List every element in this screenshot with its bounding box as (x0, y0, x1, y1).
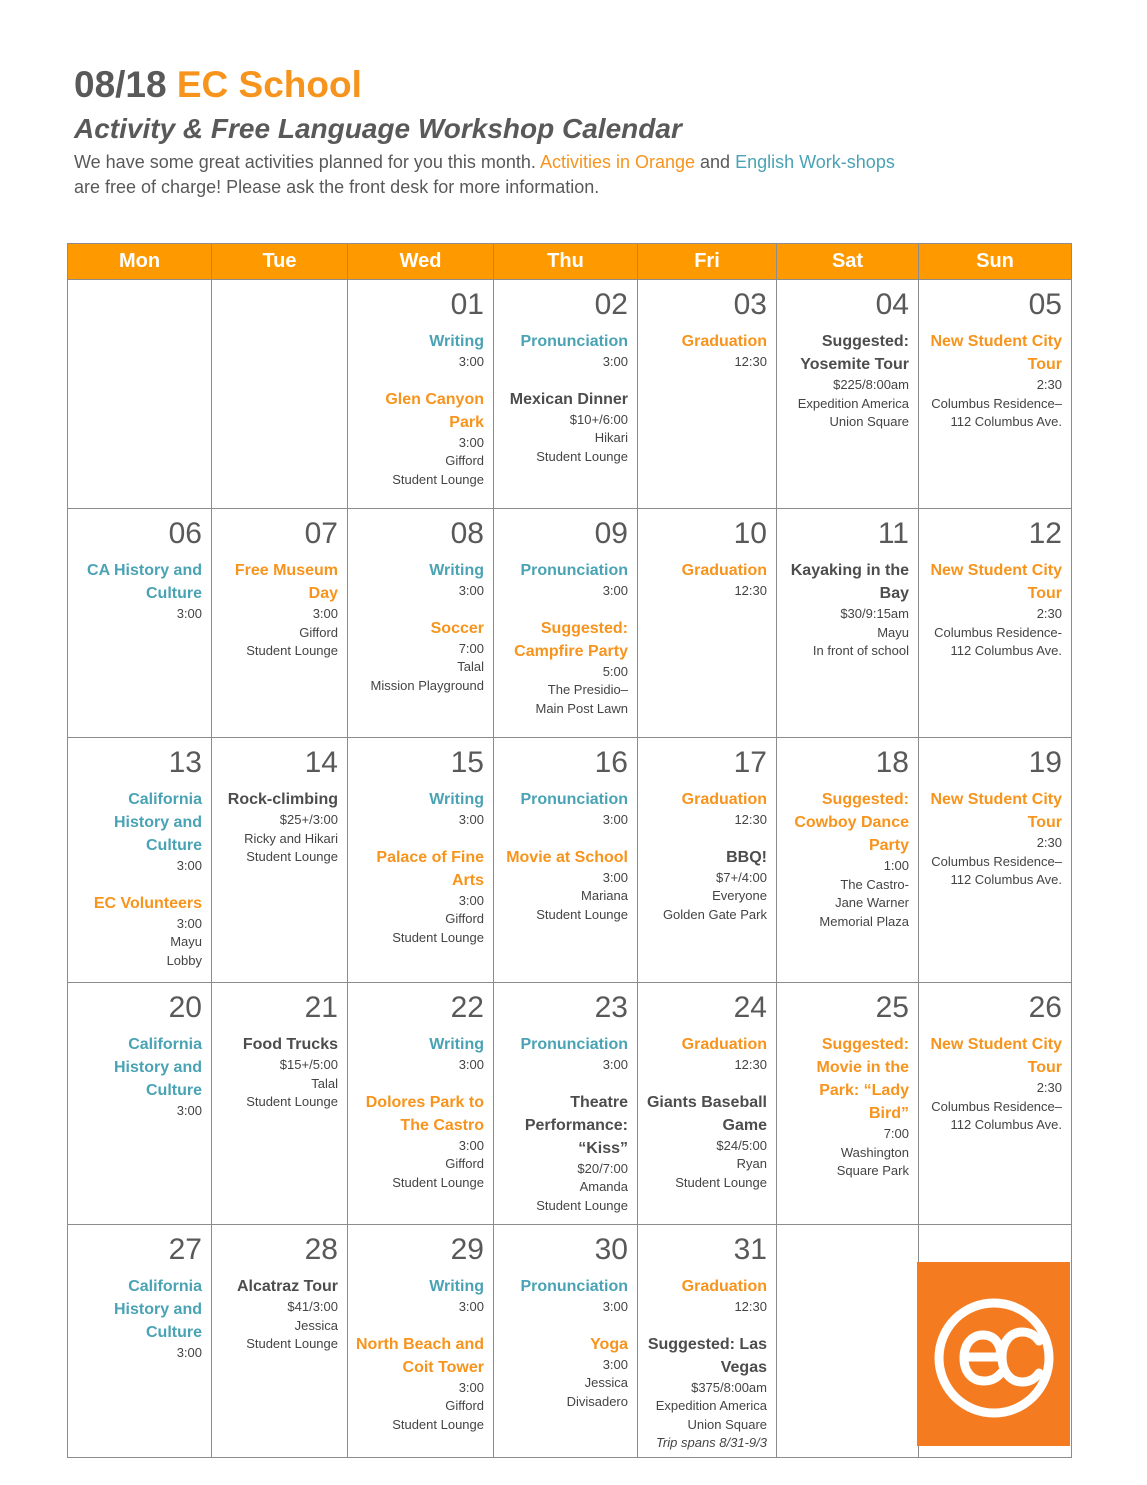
event-detail: Columbus Residence– (931, 1098, 1062, 1114)
weekday-header: Wed (348, 244, 494, 280)
intro-and: and (700, 152, 731, 172)
event-detail: Golden Gate Park (662, 906, 767, 922)
event-detail: 12:30 (734, 1299, 767, 1314)
day-cell (348, 983, 494, 1225)
event (500, 1333, 628, 1412)
day-cell (348, 280, 494, 509)
event-detail: $25+/3:00 (279, 812, 338, 827)
event (500, 330, 628, 372)
day-cell (348, 738, 494, 983)
day-number: 17 (733, 746, 767, 779)
event (644, 788, 767, 830)
event-title: New Student City Tour (930, 791, 1062, 831)
event-detail: Student Lounge (246, 1336, 338, 1351)
event-detail: Gifford (445, 1156, 484, 1171)
day-cell (212, 509, 348, 738)
event-detail: $41/3:00 (287, 1299, 338, 1314)
event-detail: $20/7:00 (577, 1160, 628, 1176)
event-title: Soccer (430, 619, 484, 637)
event-detail: Gifford (445, 453, 484, 468)
event-detail: 3:00 (458, 434, 484, 450)
event-detail: 3:00 (458, 354, 484, 369)
event-title: Pronunciation (520, 791, 628, 808)
event-detail: Memorial Plaza (819, 913, 909, 929)
event (500, 846, 628, 925)
weekday-header-row (68, 244, 1072, 280)
day-cell (638, 280, 777, 509)
page-subtitle: Activity & Free Language Workshop Calendar (74, 113, 682, 144)
event (500, 1275, 628, 1317)
event (354, 1333, 484, 1435)
event-title: Dolores Park to The Castro (365, 1093, 484, 1134)
event (354, 617, 484, 696)
event-detail: $375/8:00am (691, 1379, 767, 1395)
event (354, 1033, 484, 1075)
event-title: Giants Baseball Game (646, 1093, 767, 1134)
event-detail: Columbus Residence- (934, 624, 1062, 640)
event-title: Mexican Dinner (509, 390, 628, 408)
event (500, 1091, 628, 1216)
event (644, 330, 767, 372)
event-detail: The Castro- (840, 876, 909, 892)
event-detail: Square Park (836, 1163, 909, 1178)
event (218, 1275, 338, 1354)
event-detail: 12:30 (734, 583, 767, 598)
event (644, 559, 767, 601)
empty-day-cell (777, 1225, 919, 1458)
event-title: Writing (429, 1036, 484, 1053)
event (74, 788, 202, 876)
day-cell (777, 738, 919, 983)
day-cell (638, 1225, 777, 1458)
day-number: 02 (594, 288, 628, 321)
day-number: 28 (304, 1233, 338, 1266)
event-detail: 5:00 (602, 663, 628, 679)
event (644, 1333, 767, 1453)
event-title: Writing (429, 1278, 484, 1295)
day-cell (494, 280, 638, 509)
event-detail: 3:00 (176, 606, 202, 621)
day-cell (494, 509, 638, 738)
weekday-header: Sun (919, 244, 1072, 280)
event-title: Alcatraz Tour (236, 1278, 338, 1295)
event-title: Pronunciation (520, 1036, 628, 1053)
event-detail: Jessica (294, 1317, 338, 1333)
event-detail: $10+/6:00 (569, 411, 628, 427)
event-detail: 3:00 (176, 1103, 202, 1118)
event-detail: 12:30 (734, 812, 767, 827)
day-cell (638, 509, 777, 738)
event (783, 559, 909, 661)
event-detail: 7:00 (458, 640, 484, 656)
event (783, 330, 909, 432)
event-detail: Gifford (445, 911, 484, 926)
event-detail: Amanda (579, 1179, 628, 1194)
day-number: 25 (875, 991, 909, 1024)
day-number: 01 (450, 288, 484, 321)
event-title: California History and Culture (113, 1278, 202, 1341)
day-cell (68, 983, 212, 1225)
event-detail: Hikari (594, 430, 628, 445)
event-title: CA History and Culture (87, 562, 202, 602)
day-number: 03 (733, 288, 767, 321)
event-detail: The Presidio– (547, 682, 628, 697)
event-title: Graduation (681, 1278, 767, 1295)
week-row (68, 509, 1072, 738)
event (74, 1275, 202, 1363)
event (500, 559, 628, 601)
day-cell (212, 1225, 348, 1458)
day-cell (919, 280, 1072, 509)
event-title: Pronunciation (520, 1278, 628, 1295)
event-detail: 3:00 (602, 583, 628, 598)
title-school: EC School (176, 64, 362, 105)
event-detail: 2:30 (1036, 1080, 1062, 1095)
event-detail: 3:00 (176, 858, 202, 873)
day-number: 06 (168, 517, 202, 550)
event-detail: 12:30 (734, 1057, 767, 1072)
day-cell (68, 509, 212, 738)
event (500, 1033, 628, 1075)
event-detail: 2:30 (1036, 377, 1062, 392)
event-detail: Student Lounge (392, 471, 484, 487)
event-detail: Gifford (299, 624, 338, 640)
event-detail: Mission Playground (370, 677, 484, 693)
event (644, 1091, 767, 1193)
event-title: Writing (429, 333, 484, 350)
event-title: Graduation (681, 333, 767, 350)
day-cell (68, 1225, 212, 1458)
event-detail: $30/9:15am (840, 606, 909, 621)
event-detail: Ricky and Hikari (244, 830, 338, 846)
event-detail: $7+/4:00 (716, 869, 767, 885)
event-title: Suggested: Campfire Party (514, 619, 628, 660)
week-row (68, 280, 1072, 509)
event (500, 388, 628, 467)
event-detail: Gifford (445, 1398, 484, 1413)
event (218, 1033, 338, 1112)
day-number: 12 (1028, 517, 1062, 550)
page-title (74, 62, 954, 108)
day-number: 23 (594, 991, 628, 1024)
event (644, 1275, 767, 1317)
week-row (68, 983, 1072, 1225)
day-number: 14 (304, 746, 338, 779)
event-detail: Mariana (581, 888, 628, 903)
event-title: New Student City Tour (930, 1036, 1062, 1076)
event (354, 788, 484, 830)
event-title: New Student City Tour (930, 562, 1062, 602)
event-detail: 3:00 (176, 1345, 202, 1360)
event-detail: 112 Columbus Ave. (950, 643, 1062, 658)
event-detail: Union Square (829, 414, 909, 429)
event-detail: Jessica (584, 1375, 628, 1390)
event-detail: Student Lounge (392, 1174, 484, 1190)
day-cell (212, 738, 348, 983)
week-row (68, 738, 1072, 983)
event (925, 330, 1062, 432)
event-detail: 3:00 (458, 1057, 484, 1072)
event-detail: 3:00 (458, 812, 484, 827)
event-detail: 3:00 (176, 915, 202, 931)
empty-day-cell (68, 280, 212, 509)
day-cell (919, 738, 1072, 983)
day-cell (494, 983, 638, 1225)
day-number: 09 (594, 517, 628, 550)
empty-day-cell (212, 280, 348, 509)
event-title: Pronunciation (520, 333, 628, 350)
day-number: 16 (594, 746, 628, 779)
event-title: California History and Culture (113, 1036, 202, 1099)
event-detail: Union Square (687, 1416, 767, 1432)
event-title: Food Trucks (242, 1036, 338, 1053)
event-title: Graduation (681, 791, 767, 808)
event-title: Theatre Performance: “Kiss” (524, 1093, 628, 1157)
day-cell (348, 509, 494, 738)
event-detail: 1:00 (883, 858, 909, 873)
event-title: EC Volunteers (93, 894, 202, 912)
ec-logo-icon (917, 1262, 1070, 1446)
intro-part-2: are free of charge! Please ask the front desk for more information. (74, 177, 600, 197)
weekday-header: Tue (212, 244, 348, 280)
event (354, 1275, 484, 1317)
event-detail: Student Lounge (246, 849, 338, 864)
day-number: 24 (733, 991, 767, 1024)
event-detail: 3:00 (602, 354, 628, 369)
day-cell (919, 983, 1072, 1225)
event-detail: 112 Columbus Ave. (950, 872, 1062, 887)
intro-activities: Activities in Orange (539, 152, 696, 172)
event-title: Movie at School (506, 848, 628, 866)
event-detail: 3:00 (458, 1379, 484, 1395)
event (218, 559, 338, 661)
event-detail: Washington (840, 1144, 909, 1160)
event (500, 788, 628, 830)
event-detail: 3:00 (602, 869, 628, 885)
event-detail: 12:30 (734, 354, 767, 369)
event-detail: 3:00 (458, 1299, 484, 1314)
event-title: Rock-climbing (227, 791, 338, 808)
event-detail: 3:00 (312, 606, 338, 621)
day-number: 21 (304, 991, 338, 1024)
event-detail: Student Lounge (246, 643, 338, 658)
event (925, 1033, 1062, 1135)
day-number: 08 (450, 517, 484, 550)
day-number: 05 (1028, 288, 1062, 321)
day-cell (777, 280, 919, 509)
event (74, 892, 202, 971)
event (74, 1033, 202, 1121)
event-detail: Student Lounge (536, 448, 628, 464)
event-detail: Mayu (170, 934, 202, 949)
event (354, 846, 484, 948)
event-detail: $15+/5:00 (279, 1057, 338, 1072)
event-title: California History and Culture (113, 791, 202, 854)
day-number: 07 (304, 517, 338, 550)
day-number: 26 (1028, 991, 1062, 1024)
event-detail: 2:30 (1036, 606, 1062, 621)
event-detail: Expedition America (655, 1398, 767, 1413)
event-title: BBQ! (726, 848, 767, 866)
event-detail: 3:00 (458, 1137, 484, 1153)
event-detail: Student Lounge (675, 1174, 767, 1190)
event-detail: Mayu (877, 624, 909, 640)
event-detail: Expedition America (797, 395, 909, 411)
day-number: 30 (594, 1233, 628, 1266)
event-title: Kayaking in the Bay (790, 562, 909, 602)
event-detail: Everyone (712, 888, 767, 903)
ec-logo (917, 1262, 1070, 1446)
event-title: Suggested: Cowboy Dance Party (794, 791, 909, 854)
event (783, 788, 909, 931)
event-title: New Student City Tour (930, 333, 1062, 373)
day-number: 10 (733, 517, 767, 550)
weekday-header: Fri (638, 244, 777, 280)
day-cell (777, 983, 919, 1225)
day-cell (348, 1225, 494, 1458)
event (74, 559, 202, 624)
day-number: 29 (450, 1233, 484, 1266)
event-note: Trip spans 8/31-9/3 (655, 1435, 767, 1450)
event (218, 788, 338, 867)
intro-text (74, 150, 904, 200)
event (644, 1033, 767, 1075)
event (354, 559, 484, 601)
event (783, 1033, 909, 1181)
day-number: 11 (877, 517, 909, 550)
day-cell (638, 983, 777, 1225)
day-cell (494, 1225, 638, 1458)
event-title: Palace of Fine Arts (376, 848, 484, 889)
weekday-header: Mon (68, 244, 212, 280)
event-detail: Divisadero (566, 1393, 628, 1409)
event-title: Writing (429, 562, 484, 579)
intro-workshops: English Work-shops (735, 152, 895, 172)
day-number: 19 (1028, 746, 1062, 779)
day-cell (212, 983, 348, 1225)
event-title: Free Museum Day (234, 562, 338, 602)
event-detail: Jane Warner (835, 895, 909, 910)
title-date: 08/18 (74, 64, 167, 105)
event-title: Suggested: Movie in the Park: “Lady Bird” (816, 1036, 909, 1122)
event-detail: Columbus Residence– (931, 395, 1062, 411)
event-detail: Talal (311, 1075, 338, 1091)
event-title: Graduation (681, 562, 767, 579)
day-number: 20 (168, 991, 202, 1024)
day-cell (777, 509, 919, 738)
event-title: North Beach and Coit Tower (355, 1335, 484, 1376)
event-title: Suggested: Las Vegas (647, 1335, 767, 1376)
event-detail: In front of school (812, 643, 909, 658)
event-detail: $225/8:00am (833, 377, 909, 392)
event (354, 330, 484, 372)
event-title: Glen Canyon Park (385, 390, 484, 431)
event-detail: Talal (457, 659, 484, 674)
event-detail: Student Lounge (536, 906, 628, 922)
day-number: 22 (450, 991, 484, 1024)
event-detail: Main Post Lawn (535, 700, 628, 716)
event (354, 1091, 484, 1193)
day-cell (494, 738, 638, 983)
day-number: 04 (875, 288, 909, 321)
event-detail: Student Lounge (246, 1094, 338, 1109)
event-detail: Student Lounge (392, 929, 484, 945)
event-detail: $24/5:00 (716, 1137, 767, 1153)
event-detail: 112 Columbus Ave. (950, 1117, 1062, 1132)
page-header (74, 62, 954, 200)
event-title: Graduation (681, 1036, 767, 1053)
event-detail: Student Lounge (536, 1197, 628, 1213)
weekday-header: Thu (494, 244, 638, 280)
event-title: Pronunciation (520, 562, 628, 579)
event (925, 788, 1062, 890)
event (925, 559, 1062, 661)
day-number: 15 (450, 746, 484, 779)
event-detail: Lobby (166, 952, 202, 968)
day-number: 31 (733, 1233, 767, 1266)
day-cell (638, 738, 777, 983)
event-detail: Ryan (736, 1156, 767, 1171)
event (354, 388, 484, 490)
day-number: 13 (168, 746, 202, 779)
intro-part-1: We have some great activities planned for you this month. (74, 152, 536, 172)
event-detail: 2:30 (1036, 835, 1062, 850)
event-title: Suggested: Yosemite Tour (800, 333, 909, 373)
event-detail: 3:00 (602, 812, 628, 827)
event-detail: 3:00 (602, 1057, 628, 1072)
event-detail: Student Lounge (392, 1416, 484, 1432)
day-cell (68, 738, 212, 983)
event-detail: 3:00 (602, 1356, 628, 1372)
event-title: Yoga (590, 1335, 628, 1353)
event-detail: 3:00 (458, 892, 484, 908)
day-number: 27 (168, 1233, 202, 1266)
event-detail: Columbus Residence– (931, 853, 1062, 869)
event (500, 617, 628, 719)
event (644, 846, 767, 925)
event-detail: 112 Columbus Ave. (950, 414, 1062, 429)
day-cell (919, 509, 1072, 738)
day-number: 18 (875, 746, 909, 779)
weekday-header: Sat (777, 244, 919, 280)
event-title: Writing (429, 791, 484, 808)
event-detail: 7:00 (883, 1126, 909, 1141)
event-detail: 3:00 (458, 583, 484, 598)
event-detail: 3:00 (602, 1299, 628, 1314)
